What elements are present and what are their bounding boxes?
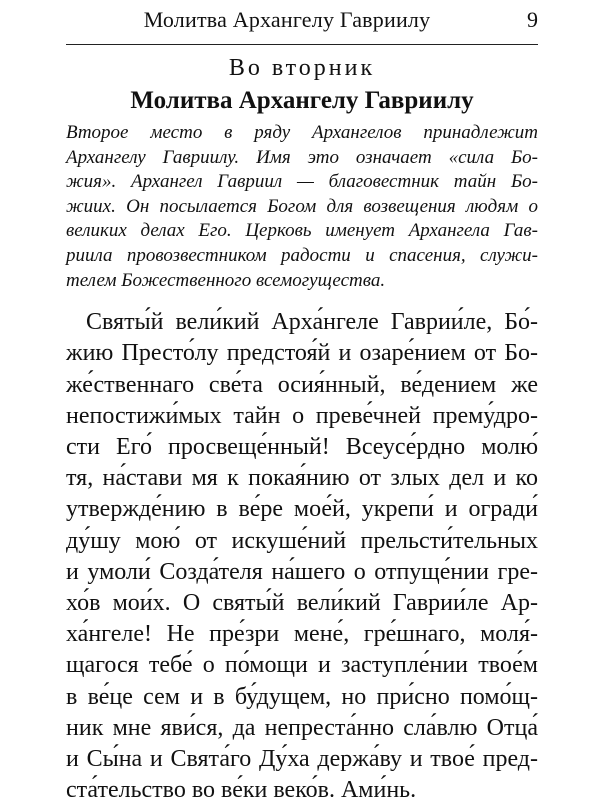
prayer-line: сти Его́ просвеще́нный! Всеусе́рдно молю́ (66, 433, 538, 460)
running-title: Молитва Архангелу Гавриилу (143, 7, 431, 32)
prayer-line: тя, на́стави мя к покая́нию от злых дел и ко (66, 465, 538, 492)
intro-line: жия». Архангел Гавриил — благовестник тайн Бо- (66, 171, 538, 193)
prayer-line: утвержде́нию в ве́ре мое́й, укрепи́ и огради́ (66, 496, 538, 523)
page-number: 9 (527, 7, 538, 32)
prayer-title: Молитва Архангелу Гавриилу (130, 87, 474, 114)
prayer-line: же́ственнаго све́та осия́нный, ве́дением же (66, 371, 538, 398)
intro-line: риила провозвестником радости и спасения, служи- (66, 244, 538, 266)
intro-line: жиих. Он посылается Богом для возвещения людям о (66, 195, 538, 217)
intro-line: телем Божественного всемогущества. (66, 269, 386, 291)
prayer-line: ду́шу мою́ от искуше́ний прельсти́тельных (66, 527, 538, 554)
prayer-line: в ве́це сем и в бу́дущем, но при́сно помо́щ- (66, 683, 538, 710)
intro-paragraph (66, 121, 538, 293)
prayer-line: ха́нгеле! Не пре́зри мене́, гре́шнаго, моля́- (66, 621, 538, 648)
day-heading: Во вторник (228, 55, 376, 81)
intro-line: Архангелу Гавриилу. Имя это означает «сила Бо- (66, 146, 538, 168)
prayer-line: ста́тельство во ве́ки веко́в. Ами́нь. (66, 777, 417, 804)
running-header (66, 0, 538, 45)
prayer-line: непостижи́мых тайн о преве́чней прему́дро- (66, 402, 538, 429)
prayer-text (66, 307, 538, 806)
prayer-line: хо́в мои́х. О святы́й вели́кий Гаврии́ле Ар- (66, 589, 538, 616)
prayer-line: ник мне яви́ся, да непреста́нно сла́влю Отца́ (66, 714, 538, 741)
prayer-line: жию Престо́лу предстоя́й и озаре́нием от Бо- (66, 340, 538, 367)
prayer-line: и Сы́на и Свята́го Ду́ха держа́ву и твое́ пред- (66, 746, 538, 772)
prayer-line: Святы́й вели́кий Арха́нгеле Гаврии́ле, Бо́- (86, 309, 538, 336)
intro-line: великих делах Его. Церковь именует Архангела Гав- (66, 220, 538, 242)
prayer-line: и умоли́ Созда́теля на́шего о отпуще́нии гре- (66, 558, 538, 585)
intro-line: Второе место в ряду Архангелов принадлежит (66, 122, 538, 143)
prayer-line: щагося тебе́ о по́мощи и заступле́нии твое́м (66, 652, 538, 679)
